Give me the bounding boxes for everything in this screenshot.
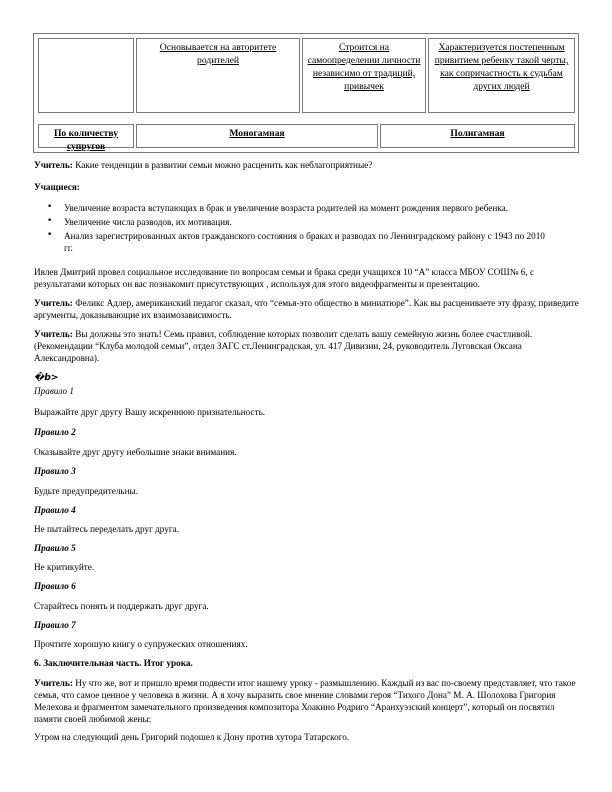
rule-title: Правило 4: [34, 505, 76, 515]
final-paragraph: [34, 677, 580, 726]
list-item: • Увеличение числа разводов, их мотивация.: [34, 216, 554, 228]
rule-text: Будьте предупредительны.: [34, 486, 139, 496]
rule-title: Правило 1: [34, 386, 75, 396]
rule-text: Не пытайтесь переделать друг друга.: [34, 524, 180, 534]
rule-text: Выражайте друг другу Вашу искреннюю признательность.: [34, 407, 266, 417]
table-cell: Полигамная: [380, 124, 575, 148]
paragraph-text: Вы должны это знать! Семь правил, соблюдение которых позволит сделать вашу семейную жизнь более счастливой. (Рекомендации “Клуба молодой семьи”, отдел ЗАГС ст.Ленинградская, ул. 417 Дивизии, 24, руководитель Луговская Оксана Александровна).: [34, 329, 533, 364]
table-row: [34, 120, 578, 152]
broken-tag-text: �b>: [34, 372, 59, 383]
speaker-label: Учитель:: [34, 298, 73, 308]
paragraph-text: Какие тенденции в развитии семьи можно расценить как неблагоприятные?: [72, 160, 373, 170]
last-line: Утром на следующий день Григорий подошел к Дону против хутора Татарского.: [34, 732, 350, 742]
list-item: • Увеличение возраста вступающих в брак и увеличение возраста родителей на момент рождения первого ребенка.: [34, 202, 554, 214]
speaker-label: Учитель:: [34, 678, 73, 688]
adler-paragraph: [34, 297, 580, 321]
paragraph-text: Феликс Адлер, американский педагог сказал, что “семья-это общество в миниатюре”. Как вы расцениваете эту фразу, приведите аргументы, доказывающие их взаимозависимость.: [34, 298, 579, 321]
rule-title: Правило 6: [34, 581, 76, 591]
bullet-list: [34, 202, 554, 257]
students-label: Учащиеся:: [34, 182, 80, 192]
rule-text: Прочтите хорошую книгу о супружеских отношениях.: [34, 639, 248, 649]
rules-intro-paragraph: [34, 328, 580, 364]
table-cell: Основывается на авторитете родителей: [136, 38, 300, 113]
rule-title: Правило 5: [34, 543, 76, 553]
speaker-label: Учитель:: [34, 160, 73, 170]
rule-text: Оказывайте друг другу небольшие знаки внимания.: [34, 447, 237, 457]
rule-title: Правило 3: [34, 466, 76, 476]
ivlev-paragraph: Ивлев Дмитрий провел социальное исследование по вопросам семьи и брака среди учащихся 10 “А” класса МБОУ СОШ№ 6, с результатами которых он вас познакомит присутствующих , используя для этого видеофрагменты и презентацию.: [34, 267, 535, 290]
table-cell: [38, 38, 134, 113]
family-types-table: [33, 33, 579, 153]
table-cell: Строится на самоопределении личности независимо от традиций, привычек: [302, 38, 426, 113]
table-cell: Моногамная: [136, 124, 378, 148]
list-item: • Анализ зарегистрированных актов гражданского состояния о браках и разводах по Ленинградскому району с 1943 по 2010 гг.: [34, 230, 554, 254]
table-cell: По количеству супругов: [38, 124, 134, 148]
rule-title: Правило 2: [34, 427, 76, 437]
rule-text: Не критикуйте.: [34, 562, 95, 572]
table-row: [34, 34, 578, 117]
teacher-question: [34, 159, 580, 171]
paragraph-text: Ну что же, вот и пришло время подвести итог нашему уроку - размышлению. Каждый из вас по-своему представляет, что такое семья, что самое ценное у человека в жизни. А я хочу выразить свое мнение словами героя “Тихого Дона” М. А. Шолохова Григория Мелехова и фрагментом замечательного произведения композитора Хоакино Родриго “Аранхуэзский концерт”, который он посвятил памяти своей любимой жены:: [34, 678, 576, 725]
section-heading: 6. Заключительная часть. Итог урока.: [34, 658, 193, 668]
rule-text: Старайтесь понять и поддержать друг друга.: [34, 601, 209, 611]
speaker-label: Учитель:: [34, 329, 73, 339]
rule-title: Правило 7: [34, 620, 76, 630]
table-cell: Характеризуется постепенным привитием ребенку такой черты, как сопричастность к судьбам других людей: [428, 38, 575, 113]
